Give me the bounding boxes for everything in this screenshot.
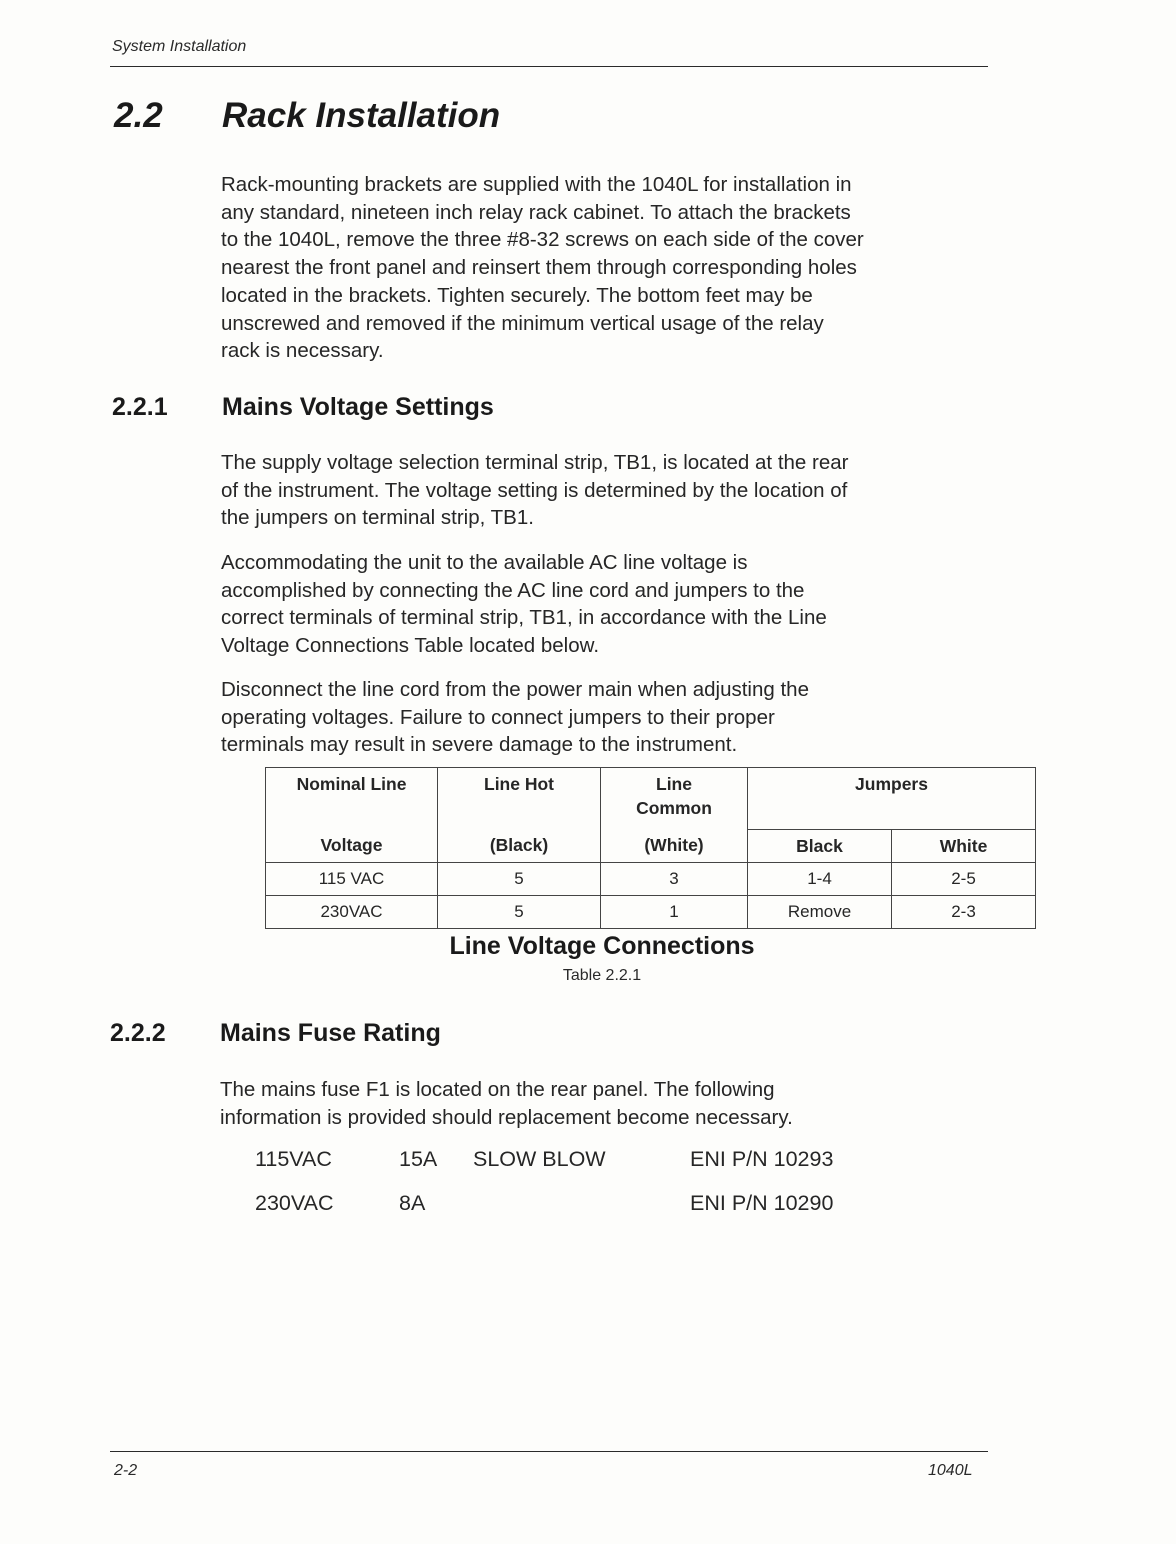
paragraph-line: information is provided should replacement become necessary. xyxy=(220,1105,793,1129)
rack-installation-paragraph xyxy=(221,171,1001,365)
fuse-type: SLOW BLOW xyxy=(473,1147,606,1171)
paragraph-line: located in the brackets. Tighten securely. The bottom feet may be xyxy=(221,283,813,307)
paragraph-line: unscrewed and removed if the minimum vertical usage of the relay xyxy=(221,311,824,335)
footer-rule xyxy=(110,1451,988,1452)
subsection-number: 2.2.2 xyxy=(110,1019,166,1047)
header-label: Line Hot xyxy=(484,774,554,794)
header-label: Nominal Line xyxy=(296,774,407,794)
table-row xyxy=(266,863,1036,896)
cell-line-common: 3 xyxy=(601,863,748,896)
cell-line-common: 1 xyxy=(601,896,748,929)
line-voltage-table xyxy=(265,767,1036,929)
cell-jumper-white: 2-3 xyxy=(892,896,1036,929)
paragraph-line: rack is necessary. xyxy=(221,339,384,363)
section-title: Rack Installation xyxy=(222,96,501,135)
table-caption: Line Voltage Connections xyxy=(449,932,755,960)
cell-jumper-black: Remove xyxy=(748,896,892,929)
paragraph-line: to the 1040L, remove the three #8-32 screws on each side of the cover xyxy=(221,228,864,252)
header-label: Voltage xyxy=(320,835,383,855)
fuse-paragraph xyxy=(220,1076,1000,1131)
cell-line-hot: 5 xyxy=(438,896,601,929)
fuse-voltage: 115VAC xyxy=(255,1147,332,1171)
table-row xyxy=(266,896,1036,929)
paragraph-line: Disconnect the line cord from the power main when adjusting the xyxy=(221,678,809,701)
cell-jumper-black: 1-4 xyxy=(748,863,892,896)
paragraph-line: The mains fuse F1 is located on the rear panel. The following xyxy=(220,1078,775,1101)
fuse-part-number: ENI P/N 10290 xyxy=(690,1191,834,1215)
cell-jumper-white: 2-5 xyxy=(892,863,1036,896)
fuse-amps: 15A xyxy=(399,1147,438,1171)
paragraph-line: any standard, nineteen inch relay rack cabinet. To attach the brackets xyxy=(221,200,851,224)
paragraph-line: accomplished by connecting the AC line cord and jumpers to the xyxy=(221,578,805,602)
model-number: 1040L xyxy=(928,1462,973,1479)
section-number: 2.2 xyxy=(114,96,163,135)
header-nominal-line xyxy=(266,768,438,863)
fuse-part-number: ENI P/N 10293 xyxy=(690,1147,834,1171)
cell-voltage: 230VAC xyxy=(266,896,438,929)
fuse-voltage: 230VAC xyxy=(255,1191,334,1215)
voltage-paragraph-1 xyxy=(221,449,1001,532)
header-label: Line xyxy=(656,774,692,794)
table-number: Table 2.2.1 xyxy=(562,967,642,984)
paragraph-line: terminals may result in severe damage to the instrument. xyxy=(221,733,738,757)
cell-voltage: 115 VAC xyxy=(266,863,438,896)
header-label: (White) xyxy=(644,835,704,855)
voltage-paragraph-2 xyxy=(221,549,1001,660)
header-label: (Black) xyxy=(489,835,549,855)
paragraph-line: operating voltages. Failure to connect jumpers to their proper xyxy=(221,705,775,729)
paragraph-line: Voltage Connections Table located below. xyxy=(221,634,600,658)
fuse-amps: 8A xyxy=(399,1191,426,1215)
paragraph-line: correct terminals of terminal strip, TB1, in accordance with the Line xyxy=(221,606,827,630)
voltage-paragraph-3 xyxy=(221,676,1001,759)
header-jumpers: Jumpers xyxy=(748,768,1036,830)
paragraph-line: Rack-mounting brackets are supplied with the 1040L for installation in xyxy=(221,173,852,196)
header-line-common xyxy=(601,768,748,863)
paragraph-line: Accommodating the unit to the available AC line voltage is xyxy=(221,551,748,574)
header-line-hot xyxy=(438,768,601,863)
header-rule xyxy=(110,66,988,67)
paragraph-line: nearest the front panel and reinsert them through corresponding holes xyxy=(221,256,857,280)
subsection-number: 2.2.1 xyxy=(112,393,168,421)
subsection-title: Mains Fuse Rating xyxy=(220,1019,441,1047)
cell-line-hot: 5 xyxy=(438,863,601,896)
header-jumper-black: Black xyxy=(748,830,892,863)
paragraph-line: The supply voltage selection terminal strip, TB1, is located at the rear xyxy=(221,451,849,474)
subsection-title: Mains Voltage Settings xyxy=(222,393,494,421)
header-jumper-white: White xyxy=(892,830,1036,863)
running-header: System Installation xyxy=(112,38,247,55)
page-number: 2-2 xyxy=(114,1462,138,1479)
paragraph-line: the jumpers on terminal strip, TB1. xyxy=(221,506,534,530)
header-label: Common xyxy=(636,798,712,818)
paragraph-line: of the instrument. The voltage setting is determined by the location of xyxy=(221,478,848,502)
